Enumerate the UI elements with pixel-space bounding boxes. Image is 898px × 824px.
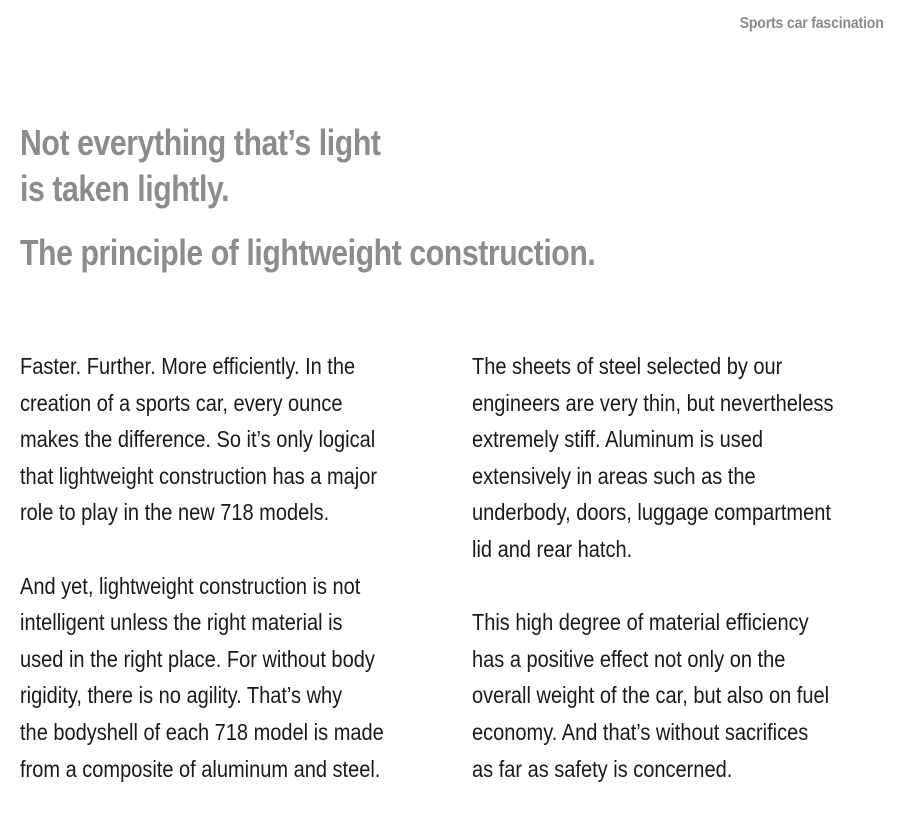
text-line: extensively in areas such as the [472, 462, 756, 489]
right-column [472, 348, 855, 824]
left-paragraph-2 [20, 568, 403, 788]
text-line: economy. And that’s without sacrifices [472, 718, 809, 745]
text-line: The sheets of steel selected by our [472, 353, 783, 379]
text-line: Faster. Further. More efficiently. In the [20, 353, 356, 379]
text-line: rigidity, there is no agility. That’s why [20, 682, 343, 709]
text-line: that lightweight construction has a major [20, 462, 378, 489]
left-paragraph-1 [20, 348, 403, 531]
right-paragraph-2 [472, 604, 855, 787]
text-line: as far as safety is concerned. [472, 755, 733, 782]
text-line: creation of a sports car, every ounce [20, 389, 343, 416]
left-column [20, 348, 403, 824]
text-line: This high degree of material efficiency [472, 609, 809, 636]
headline-line-2: is taken lightly. [20, 168, 230, 209]
right-paragraph-1 [472, 348, 855, 568]
section-label: Sports car fascination [739, 15, 884, 32]
text-line: lid and rear hatch. [472, 535, 633, 562]
text-line: has a positive effect not only on the [472, 645, 786, 672]
headline-line-1: Not everything that’s light [20, 122, 381, 163]
headline [20, 120, 381, 212]
text-line: overall weight of the car, but also on fuel [472, 682, 830, 709]
text-line: And yet, lightweight construction is not [20, 572, 361, 599]
text-line: used in the right place. For without body [20, 645, 375, 672]
text-line: engineers are very thin, but nevertheless [472, 389, 834, 416]
text-line: makes the difference. So it’s only logical [20, 426, 376, 453]
subheadline: The principle of lightweight construction. [20, 232, 596, 273]
text-line: intelligent unless the right material is [20, 609, 343, 636]
text-line: the bodyshell of each 718 model is made [20, 718, 384, 745]
text-line: extremely stiff. Aluminum is used [472, 426, 764, 453]
text-line: role to play in the new 718 models. [20, 499, 330, 526]
text-line: underbody, doors, luggage compartment [472, 499, 831, 526]
text-line: from a composite of aluminum and steel. [20, 755, 381, 782]
